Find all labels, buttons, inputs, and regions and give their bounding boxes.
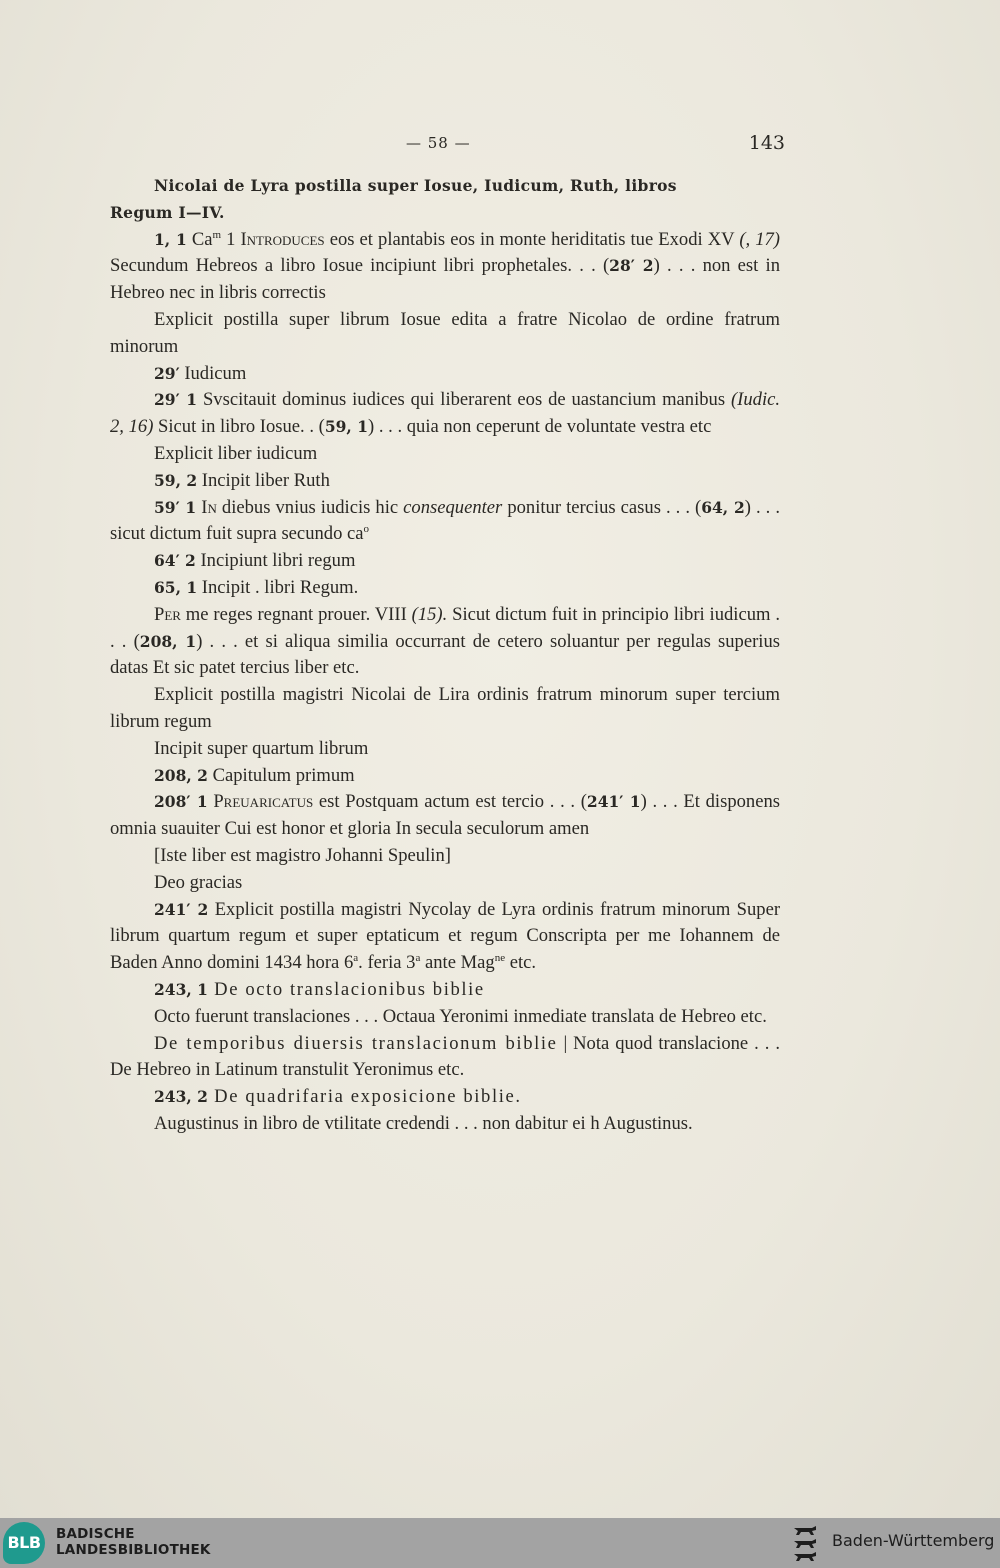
entry: Octo fuerunt translaciones . . . Octaua Yeronimi inmediate translata de Hebreo etc. [154,1005,767,1027]
entry: 243, 2 De quadrifaria exposicione biblie. [154,1086,522,1108]
entry: Explicit postilla magistri Nicolai de Lira ordinis fratrum minorum super tercium librum regum [110,684,780,732]
section-title: Nicolai de Lyra postilla super Iosue, Iudicum, Ruth, libros Regum I—IV. [110,176,677,222]
entry: Per me reges regnant prouer. VIII (15). Sicut dictum fuit in principio libri iudicum . . . (208, 1) . . . et si aliqua similia occurrant de cetero soluantur per regulas superius datas Et sic patet tercius liber etc. [110,603,780,679]
entry: 208′ 1 Preuaricatus est Postquam actum est tercio . . . (241′ 1) . . . Et disponens omnia suauiter Cui est honor et gloria In secula seculorum amen [110,791,781,840]
library-name[interactable]: BADISCHE LANDESBIBLIOTHEK [56,1526,211,1558]
entry: 243, 1 De octo translacionibus biblie [154,978,485,1000]
viewer-footer-bar [0,1518,1000,1568]
entry: Augustinus in libro de vtilitate credendi . . . non dabitur ei h Augustinus. [154,1112,693,1134]
entry: 65, 1 Incipit . libri Regum. [154,576,359,598]
entry: 59′ 1 In diebus vnius iudicis hic consequenter ponitur tercius casus . . . (64, 2) . . . sicut dictum fuit supra secundo $ca^o$ [110,496,780,545]
page-number: 143 [748,132,785,154]
entry: [Iste liber est magistro Johanni Speulin] [154,844,451,866]
entry: Incipit super quartum librum [154,737,369,759]
entry: Deo gracias [154,871,243,893]
entry: 29′ Iudicum [154,362,247,384]
entry: 1, 1 Ca$^m$ 1 Introduces eos et plantabis eos in monte heriditatis tue Exodi XV (, 17) Secundum Hebreos a libro Iosue incipiunt libri prophetales. . . (28′ 2) . . . non est in Hebreo nec in libris correctis [110,228,781,304]
section-number: — 58 — [406,134,471,152]
entry: De temporibus diuersis translacionum biblie | Nota quod translacione . . . De Hebreo in Latinum transtulit Yeronimus etc. [110,1032,780,1081]
lions-coat-of-arms-icon [790,1524,822,1564]
entry: Explicit postilla super librum Iosue edita a fratre Nicolao de ordine fratrum minorum [110,308,780,357]
entry: 59, 2 Incipit liber Ruth [154,469,330,491]
entry: 64′ 2 Incipiunt libri regum [154,550,356,572]
entry: Explicit liber iudicum [154,442,318,464]
page-header [110,130,785,160]
entry: 241′ 2 Explicit postilla magistri Nycolay de Lyra ordinis fratrum minorum Super librum quartum regum et super eptaticum et regum Conscripta per me Iohannem de Baden Anno domini 1434 hora 6$^a$. feria 3$^a$ ante Mag$^{ne}$ etc. [110,898,781,974]
entry: 208, 2 Capitulum primum [154,764,355,786]
document-body [110,173,780,1138]
entry: 29′ 1 Svscitauit dominus iudices qui liberarent eos de uastancium manibus (Iudic. 2, 16) Sicut in libro Iosue. . (59, 1) . . . quia non ceperunt de voluntate vestra etc [110,389,781,438]
state-name[interactable]: Baden-Württemberg [832,1531,995,1550]
blb-logo[interactable]: BLB [3,1522,45,1564]
